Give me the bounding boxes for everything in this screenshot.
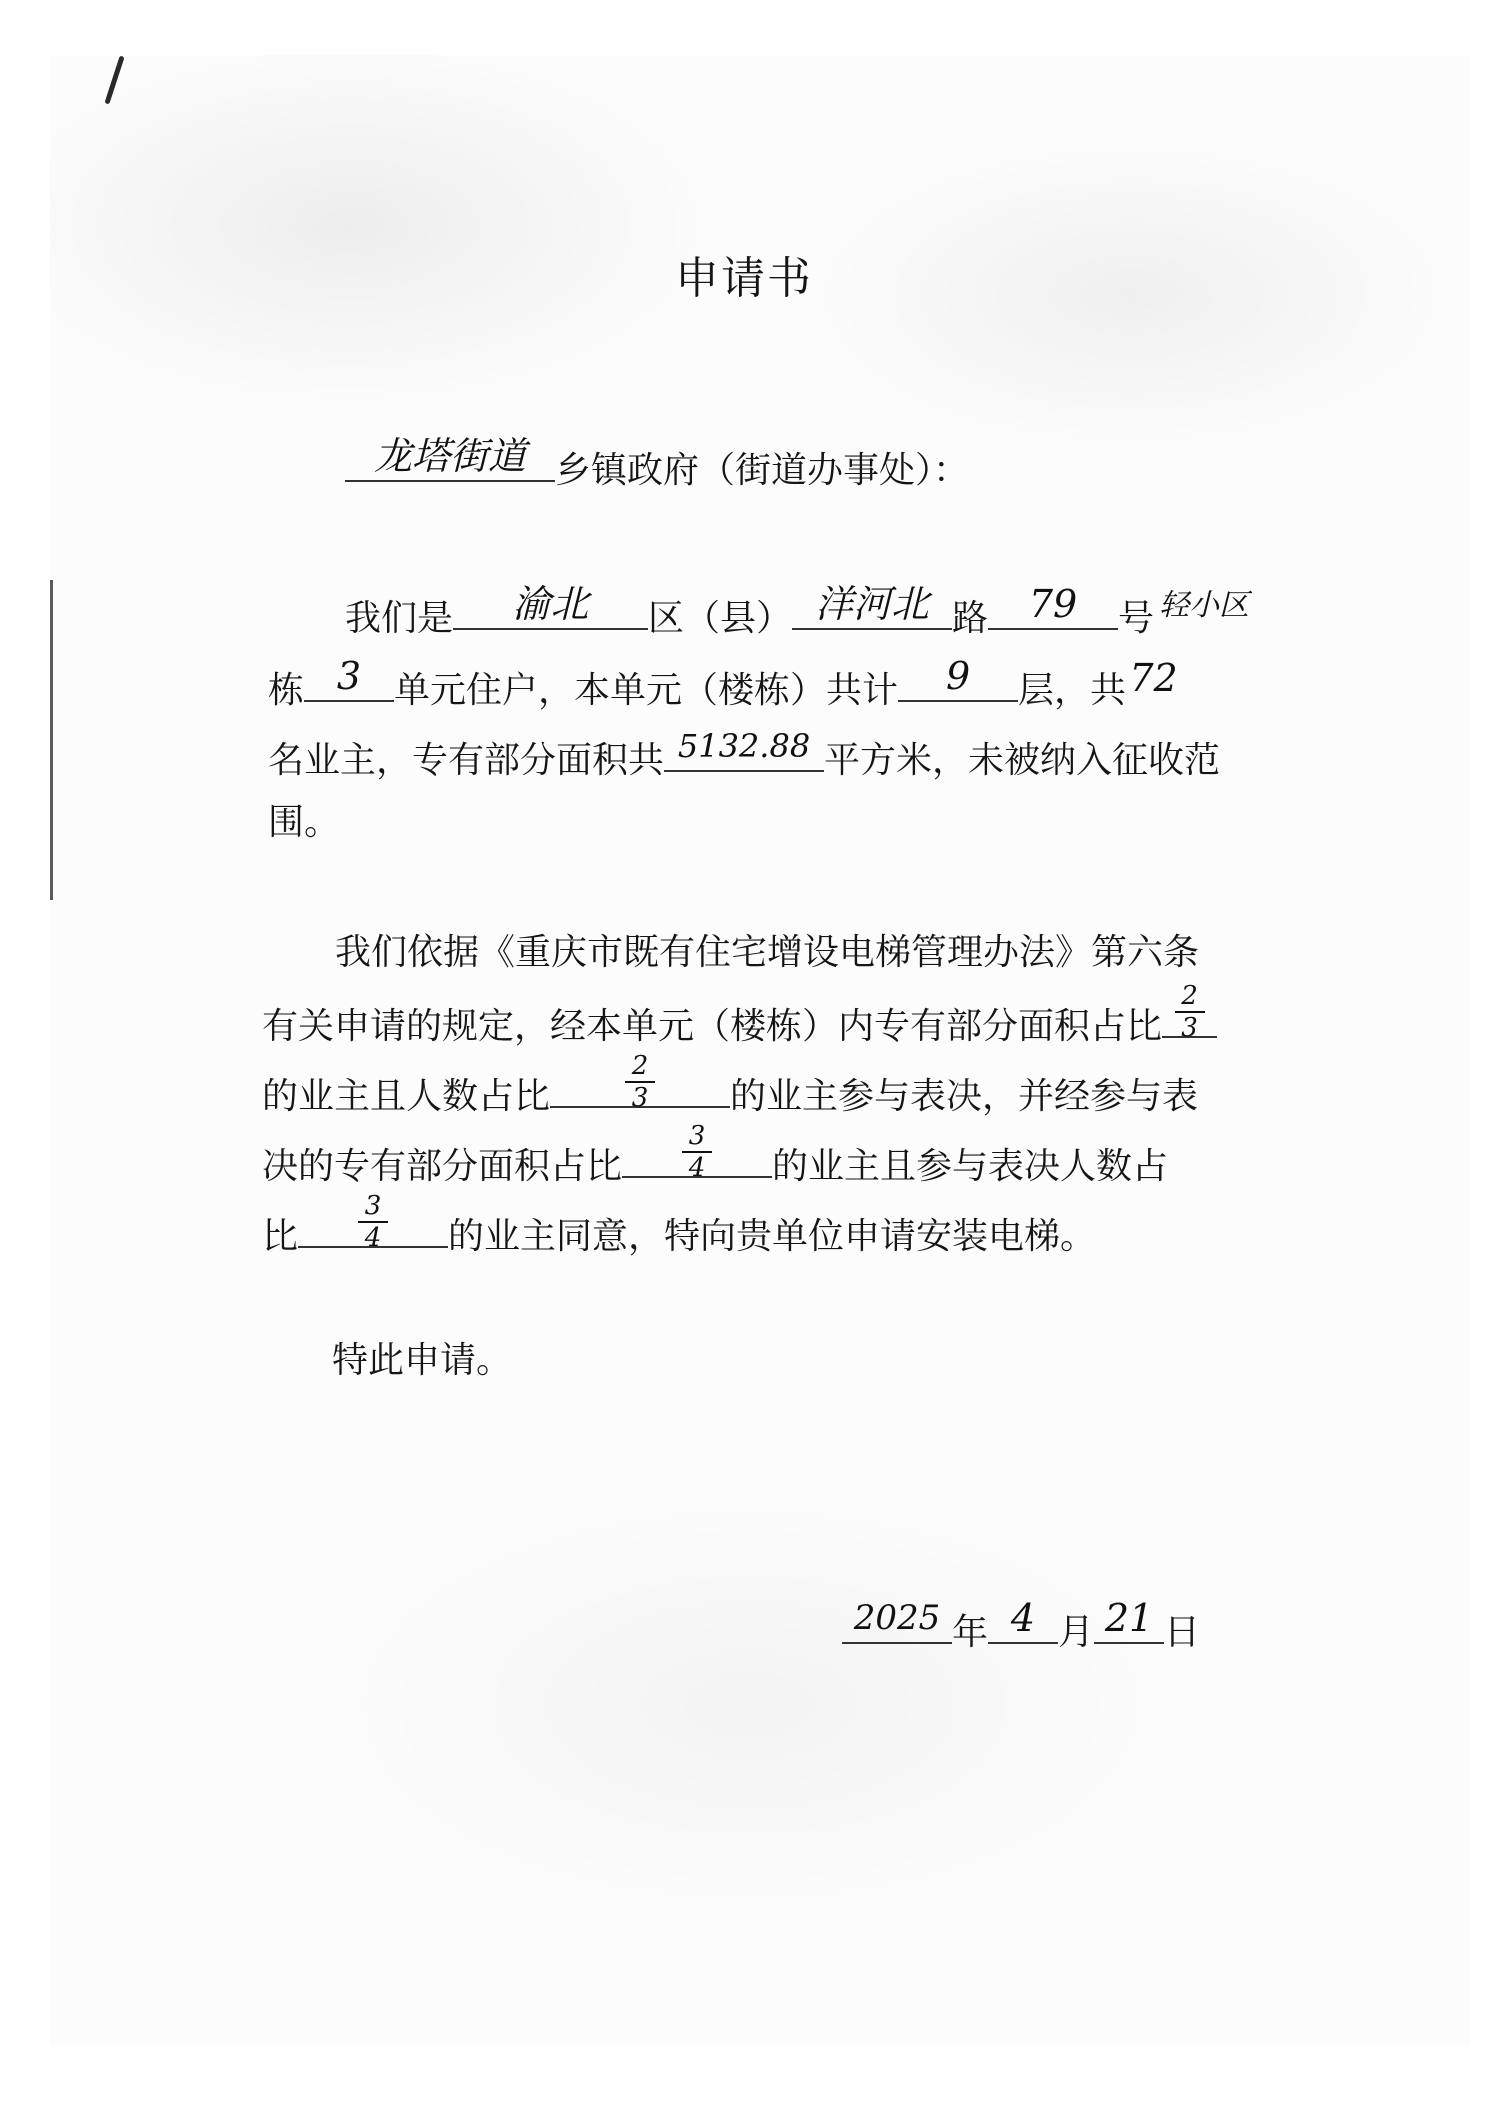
- year-label: 年: [952, 1612, 989, 1653]
- unit-handwriting: 3: [336, 654, 362, 698]
- district-suffix: 区（县）: [648, 598, 793, 639]
- unit-suffix: 单元住户，本单元（楼栋）共计: [394, 670, 899, 711]
- owners-handwriting: 72: [1129, 656, 1178, 700]
- text-we-are: 我们是: [345, 598, 454, 639]
- fraction1-denominator: 3: [1181, 1013, 1198, 1043]
- addressee-blank: [345, 434, 555, 482]
- fraction4-numerator: 3: [364, 1191, 382, 1221]
- para2-text-5a: 比: [262, 1216, 299, 1257]
- district-handwriting: 渝北: [512, 582, 589, 626]
- para2-text-3a: 的业主且人数占比: [262, 1076, 551, 1117]
- para2-line5: [262, 1191, 1097, 1258]
- area-blank: [664, 727, 824, 772]
- area-suffix: 平方米，未被纳入征收范: [824, 740, 1221, 781]
- para2-text-4b: 的业主且参与表决人数占: [772, 1146, 1169, 1187]
- fraction1-blank: [1162, 981, 1217, 1043]
- para2-text-2: 有关申请的规定，经本单元（楼栋）内专有部分面积占比: [262, 1006, 1163, 1047]
- para2-line2: [262, 981, 1217, 1048]
- para2-text-5b: 的业主同意，特向贵单位申请安装电梯。: [448, 1216, 1097, 1257]
- day-handwriting: 21: [1104, 1596, 1154, 1640]
- building-blank: [1154, 588, 1254, 630]
- fraction3-blank: [622, 1121, 772, 1183]
- date-line: [842, 1596, 1201, 1654]
- fraction2-denominator: 3: [631, 1083, 649, 1113]
- paper-sheet: [50, 55, 1470, 2045]
- building-suffix: 栋: [268, 670, 305, 711]
- fraction1-numerator: 2: [1181, 981, 1198, 1011]
- para1-line2: [268, 654, 1181, 712]
- number-blank: [988, 582, 1118, 630]
- number-handwriting: 79: [1028, 582, 1078, 626]
- fraction4-handwriting: [298, 1192, 448, 1252]
- document-title: 申请书: [675, 253, 813, 304]
- fraction2-numerator: 2: [631, 1051, 649, 1081]
- month-blank: [988, 1596, 1058, 1644]
- para1-tail: 围。: [268, 802, 341, 843]
- floors-handwriting: 9: [945, 654, 971, 698]
- road-handwriting: 洋河北: [815, 582, 930, 626]
- addressee-handwriting: 龙塔街道: [373, 434, 526, 478]
- addressee-line: [345, 434, 970, 492]
- month-handwriting: 4: [1010, 1596, 1036, 1640]
- closing-text: 特此申请。: [332, 1340, 513, 1381]
- para2-line1: [335, 928, 1199, 978]
- road-blank: [792, 582, 952, 630]
- fraction2-handwriting: [550, 1052, 730, 1112]
- unit-blank: [304, 654, 394, 702]
- owners-suffix: 名业主，专有部分面积共: [268, 740, 665, 781]
- fraction4-blank: [298, 1191, 448, 1253]
- building-handwriting: 轻小区: [1159, 588, 1250, 623]
- para2-text-3b: 的业主参与表决，并经参与表: [730, 1076, 1199, 1117]
- floors-suffix: 层，共: [1018, 670, 1127, 711]
- day-blank: [1094, 1596, 1164, 1644]
- para1-line1: [345, 582, 1254, 640]
- owners-blank: [1126, 656, 1181, 702]
- area-handwriting: 5132.88: [677, 727, 811, 765]
- closing-line: [332, 1336, 512, 1386]
- fraction1-handwriting: [1162, 982, 1217, 1042]
- fraction3-denominator: 4: [688, 1153, 706, 1183]
- para2-text-4a: 决的专有部分面积占比: [262, 1146, 623, 1187]
- addressee-suffix: 乡镇政府（街道办事处）：: [555, 450, 970, 491]
- number-suffix: 号: [1118, 598, 1155, 639]
- fraction4-denominator: 4: [364, 1223, 382, 1253]
- para2-text-1: 我们依据《重庆市既有住宅增设电梯管理办法》第六条: [335, 932, 1200, 973]
- month-label: 月: [1058, 1612, 1095, 1653]
- floors-blank: [898, 654, 1018, 702]
- para2-line3: [262, 1051, 1199, 1118]
- fraction2-blank: [550, 1051, 730, 1113]
- day-label: 日: [1164, 1612, 1201, 1653]
- para2-line4: [262, 1121, 1169, 1188]
- fraction3-handwriting: [622, 1122, 772, 1182]
- road-suffix: 路: [952, 598, 989, 639]
- fraction3-numerator: 3: [688, 1121, 706, 1151]
- para1-line4: [268, 798, 340, 848]
- year-handwriting: 2025: [853, 1598, 941, 1638]
- year-blank: [842, 1598, 952, 1644]
- scan-edge-shadow: [50, 580, 53, 900]
- district-blank: [453, 582, 648, 630]
- para1-line3: [268, 727, 1221, 782]
